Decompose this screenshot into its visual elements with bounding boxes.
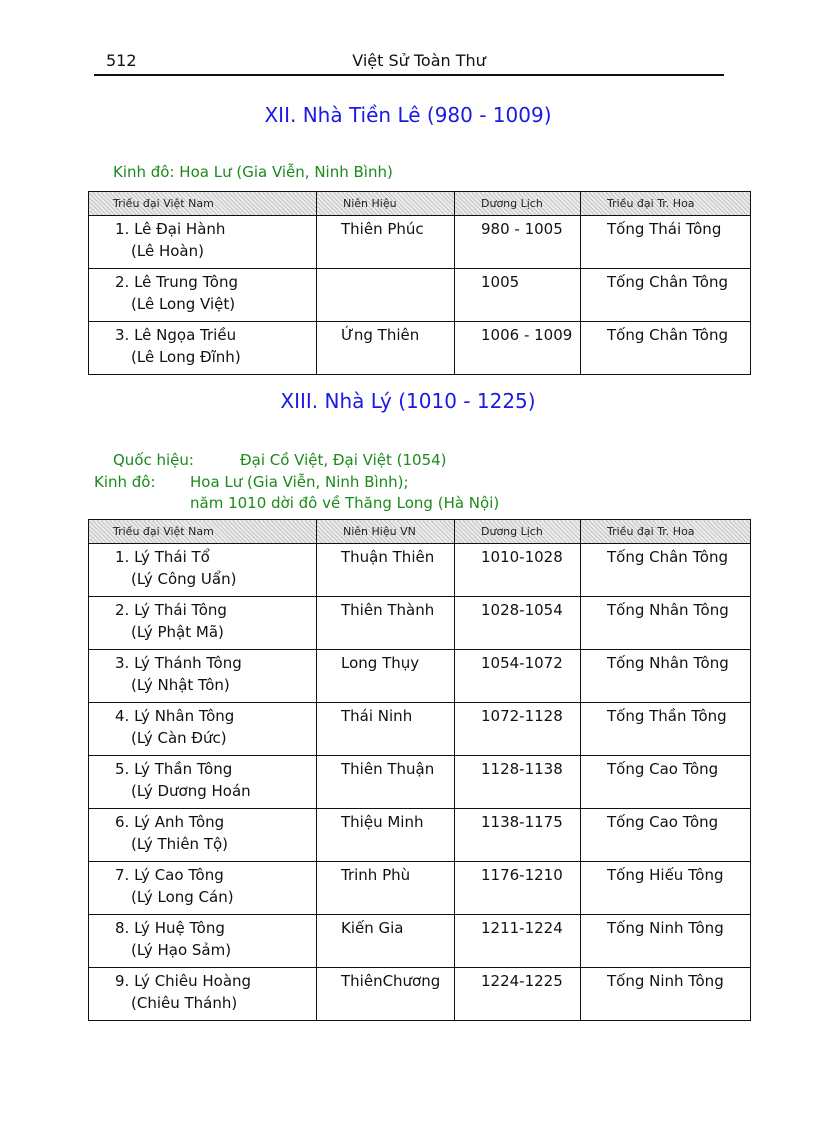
table-ly: [88, 519, 751, 1021]
ruler-name: 2. Lê Trung Tông: [115, 273, 239, 291]
years: 1176-1210: [455, 862, 581, 915]
ruler-personal-name: (Lý Hạo Sảm): [131, 941, 232, 959]
years: 1010-1028: [455, 544, 581, 597]
ruler-name: 2. Lý Thái Tông: [115, 601, 227, 619]
ruler-name: 1. Lý Thái Tổ: [115, 548, 210, 566]
ruler-personal-name: (Chiêu Thánh): [131, 994, 238, 1012]
china-dynasty: Tống Ninh Tông: [581, 968, 751, 1021]
ruler-name: 5. Lý Thần Tông: [115, 760, 233, 778]
era-name: Thiên Phúc: [317, 216, 455, 269]
years: 980 - 1005: [455, 216, 581, 269]
ruler-cell: [89, 650, 317, 703]
ruler-name: 9. Lý Chiêu Hoàng: [115, 972, 252, 990]
table-row: [89, 756, 751, 809]
era-name: Thiên Thành: [317, 597, 455, 650]
ruler-name: 4. Lý Nhân Tông: [115, 707, 235, 725]
table-row: [89, 968, 751, 1021]
running-title: Việt Sử Toàn Thư: [352, 51, 486, 70]
table-row: [89, 809, 751, 862]
table-tien-le: [88, 191, 751, 375]
ruler-cell: [89, 216, 317, 269]
ruler-personal-name: (Lý Thiên Tộ): [131, 835, 229, 853]
section-title-ly: XIII. Nhà Lý (1010 - 1225): [280, 389, 536, 413]
china-dynasty: Tống Chân Tông: [581, 322, 751, 375]
table-row: [89, 650, 751, 703]
era-name: Thiệu Minh: [317, 809, 455, 862]
china-dynasty: Tống Cao Tông: [581, 809, 751, 862]
capital-tien-le: Kinh đô: Hoa Lư (Gia Viễn, Ninh Bình): [113, 163, 393, 181]
ruler-personal-name: (Lý Càn Đức): [131, 729, 227, 747]
column-header-years: Dương Lịch: [455, 520, 581, 544]
column-header-era: Niên Hiệu: [317, 192, 455, 216]
era-name: Thái Ninh: [317, 703, 455, 756]
table-row: [89, 322, 751, 375]
years: 1211-1224: [455, 915, 581, 968]
era-name: Thuận Thiên: [317, 544, 455, 597]
column-header-china: Triều đại Tr. Hoa: [581, 192, 751, 216]
ruler-cell: [89, 597, 317, 650]
china-dynasty: Tống Nhân Tông: [581, 597, 751, 650]
ruler-personal-name: (Lý Nhật Tôn): [131, 676, 230, 694]
years: 1138-1175: [455, 809, 581, 862]
column-header-dynasty: Triều đại Việt Nam: [89, 192, 317, 216]
table-row: [89, 269, 751, 322]
ruler-personal-name: (Lý Long Cán): [131, 888, 234, 906]
ruler-cell: [89, 544, 317, 597]
column-header-era: Niên Hiệu VN: [317, 520, 455, 544]
era-name: ThiênChương: [317, 968, 455, 1021]
years: 1028-1054: [455, 597, 581, 650]
capital-value: Hoa Lư (Gia Viễn, Ninh Bình);: [190, 473, 409, 491]
column-header-dynasty: Triều đại Việt Nam: [89, 520, 317, 544]
table-row: [89, 915, 751, 968]
ruler-cell: [89, 915, 317, 968]
ruler-cell: [89, 809, 317, 862]
ruler-cell: [89, 322, 317, 375]
china-dynasty: Tống Cao Tông: [581, 756, 751, 809]
ruler-name: 3. Lý Thánh Tông: [115, 654, 242, 672]
years: 1054-1072: [455, 650, 581, 703]
china-dynasty: Tống Chân Tông: [581, 269, 751, 322]
china-dynasty: Tống Hiếu Tông: [581, 862, 751, 915]
china-dynasty: Tống Chân Tông: [581, 544, 751, 597]
era-name: Trinh Phù: [317, 862, 455, 915]
country-name-value: Đại Cồ Việt, Đại Việt (1054): [240, 451, 447, 469]
ruler-personal-name: (Lý Dương Hoán: [131, 782, 251, 800]
china-dynasty: Tống Nhân Tông: [581, 650, 751, 703]
ruler-personal-name: (Lê Long Việt): [131, 295, 236, 313]
ruler-name: 7. Lý Cao Tông: [115, 866, 224, 884]
ruler-personal-name: (Lý Phật Mã): [131, 623, 224, 641]
capital-label: Kinh đô:: [94, 473, 156, 491]
years: 1005: [455, 269, 581, 322]
country-name-label: Quốc hiệu:: [113, 451, 194, 469]
ruler-name: 8. Lý Huệ Tông: [115, 919, 225, 937]
era-name: Thiên Thuận: [317, 756, 455, 809]
era-name: Ứng Thiên: [317, 322, 455, 375]
ruler-cell: [89, 269, 317, 322]
table-header-row: [89, 192, 751, 216]
years: 1128-1138: [455, 756, 581, 809]
era-name: Kiến Gia: [317, 915, 455, 968]
page-number: 512: [106, 51, 137, 70]
years: 1006 - 1009: [455, 322, 581, 375]
ruler-name: 6. Lý Anh Tông: [115, 813, 225, 831]
table-header-row: [89, 520, 751, 544]
era-name: Long Thụy: [317, 650, 455, 703]
table-row: [89, 862, 751, 915]
ruler-cell: [89, 756, 317, 809]
ruler-name: 1. Lê Đại Hành: [115, 220, 226, 238]
section-title-tien-le: XII. Nhà Tiền Lê (980 - 1009): [264, 103, 552, 127]
years: 1224-1225: [455, 968, 581, 1021]
ruler-personal-name: (Lê Hoàn): [131, 242, 204, 260]
capital-move-note: năm 1010 dời đô về Thăng Long (Hà Nội): [190, 494, 500, 512]
table-row: [89, 703, 751, 756]
china-dynasty: Tống Thái Tông: [581, 216, 751, 269]
table-row: [89, 216, 751, 269]
column-header-china: Triều đại Tr. Hoa: [581, 520, 751, 544]
china-dynasty: Tống Ninh Tông: [581, 915, 751, 968]
ruler-personal-name: (Lý Công Uẩn): [131, 570, 237, 588]
ruler-name: 3. Lê Ngọa Triều: [115, 326, 237, 344]
table-row: [89, 544, 751, 597]
ruler-cell: [89, 703, 317, 756]
years: 1072-1128: [455, 703, 581, 756]
page-header: [94, 46, 724, 76]
ruler-cell: [89, 862, 317, 915]
ruler-cell: [89, 968, 317, 1021]
ruler-personal-name: (Lê Long Đĩnh): [131, 348, 241, 366]
column-header-years: Dương Lịch: [455, 192, 581, 216]
table-row: [89, 597, 751, 650]
era-name: [317, 269, 455, 322]
china-dynasty: Tống Thần Tông: [581, 703, 751, 756]
